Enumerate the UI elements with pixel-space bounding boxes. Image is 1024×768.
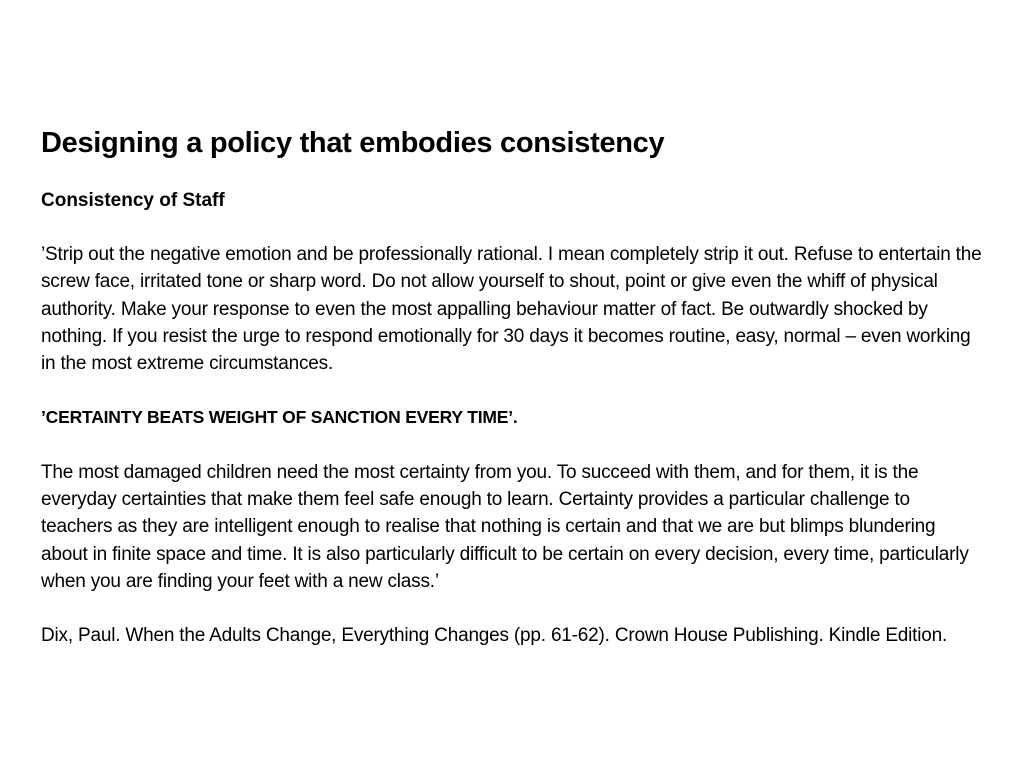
spacer [41,595,986,622]
slide-title: Designing a policy that embodies consistency [41,127,665,159]
spacer [41,214,986,241]
citation: Dix, Paul. When the Adults Change, Everything Changes (pp. 61-62). Crown House Publishing. Kindle Edition. [41,625,948,647]
spacer [41,432,986,459]
spacer [41,377,986,404]
quote-paragraph-1: ’Strip out the negative emotion and be professionally rational. I mean completely strip it out. Refuse to entertain the screw face, irritated tone or sharp word. Do not allow yourself to shout, point or give even the whiff of physical authority. Make your response to even the most appalling behaviour matter of fact. Be outwardly shocked by nothing. If you resist the urge to respond emotionally for 30 days it becomes routine, easy, normal – even working in the most extreme circumstances. [41,244,982,375]
slide-content [41,124,986,650]
quote-paragraph-2: The most damaged children need the most certainty from you. To succeed with them, and for them, it is the everyday certainties that make them feel safe enough to learn. Certainty provides a particular challenge to teachers as they are intelligent enough to realise that nothing is certain and that we are but blimps blundering about in finite space and time. It is also particularly difficult to be certain on every decision, every time, particularly when you are finding your feet with a new class.’ [41,461,969,592]
emphasis-line: ’CERTAINTY BEATS WEIGHT OF SANCTION EVERY TIME’. [41,407,518,428]
section-subheading: Consistency of Staff [41,190,225,211]
